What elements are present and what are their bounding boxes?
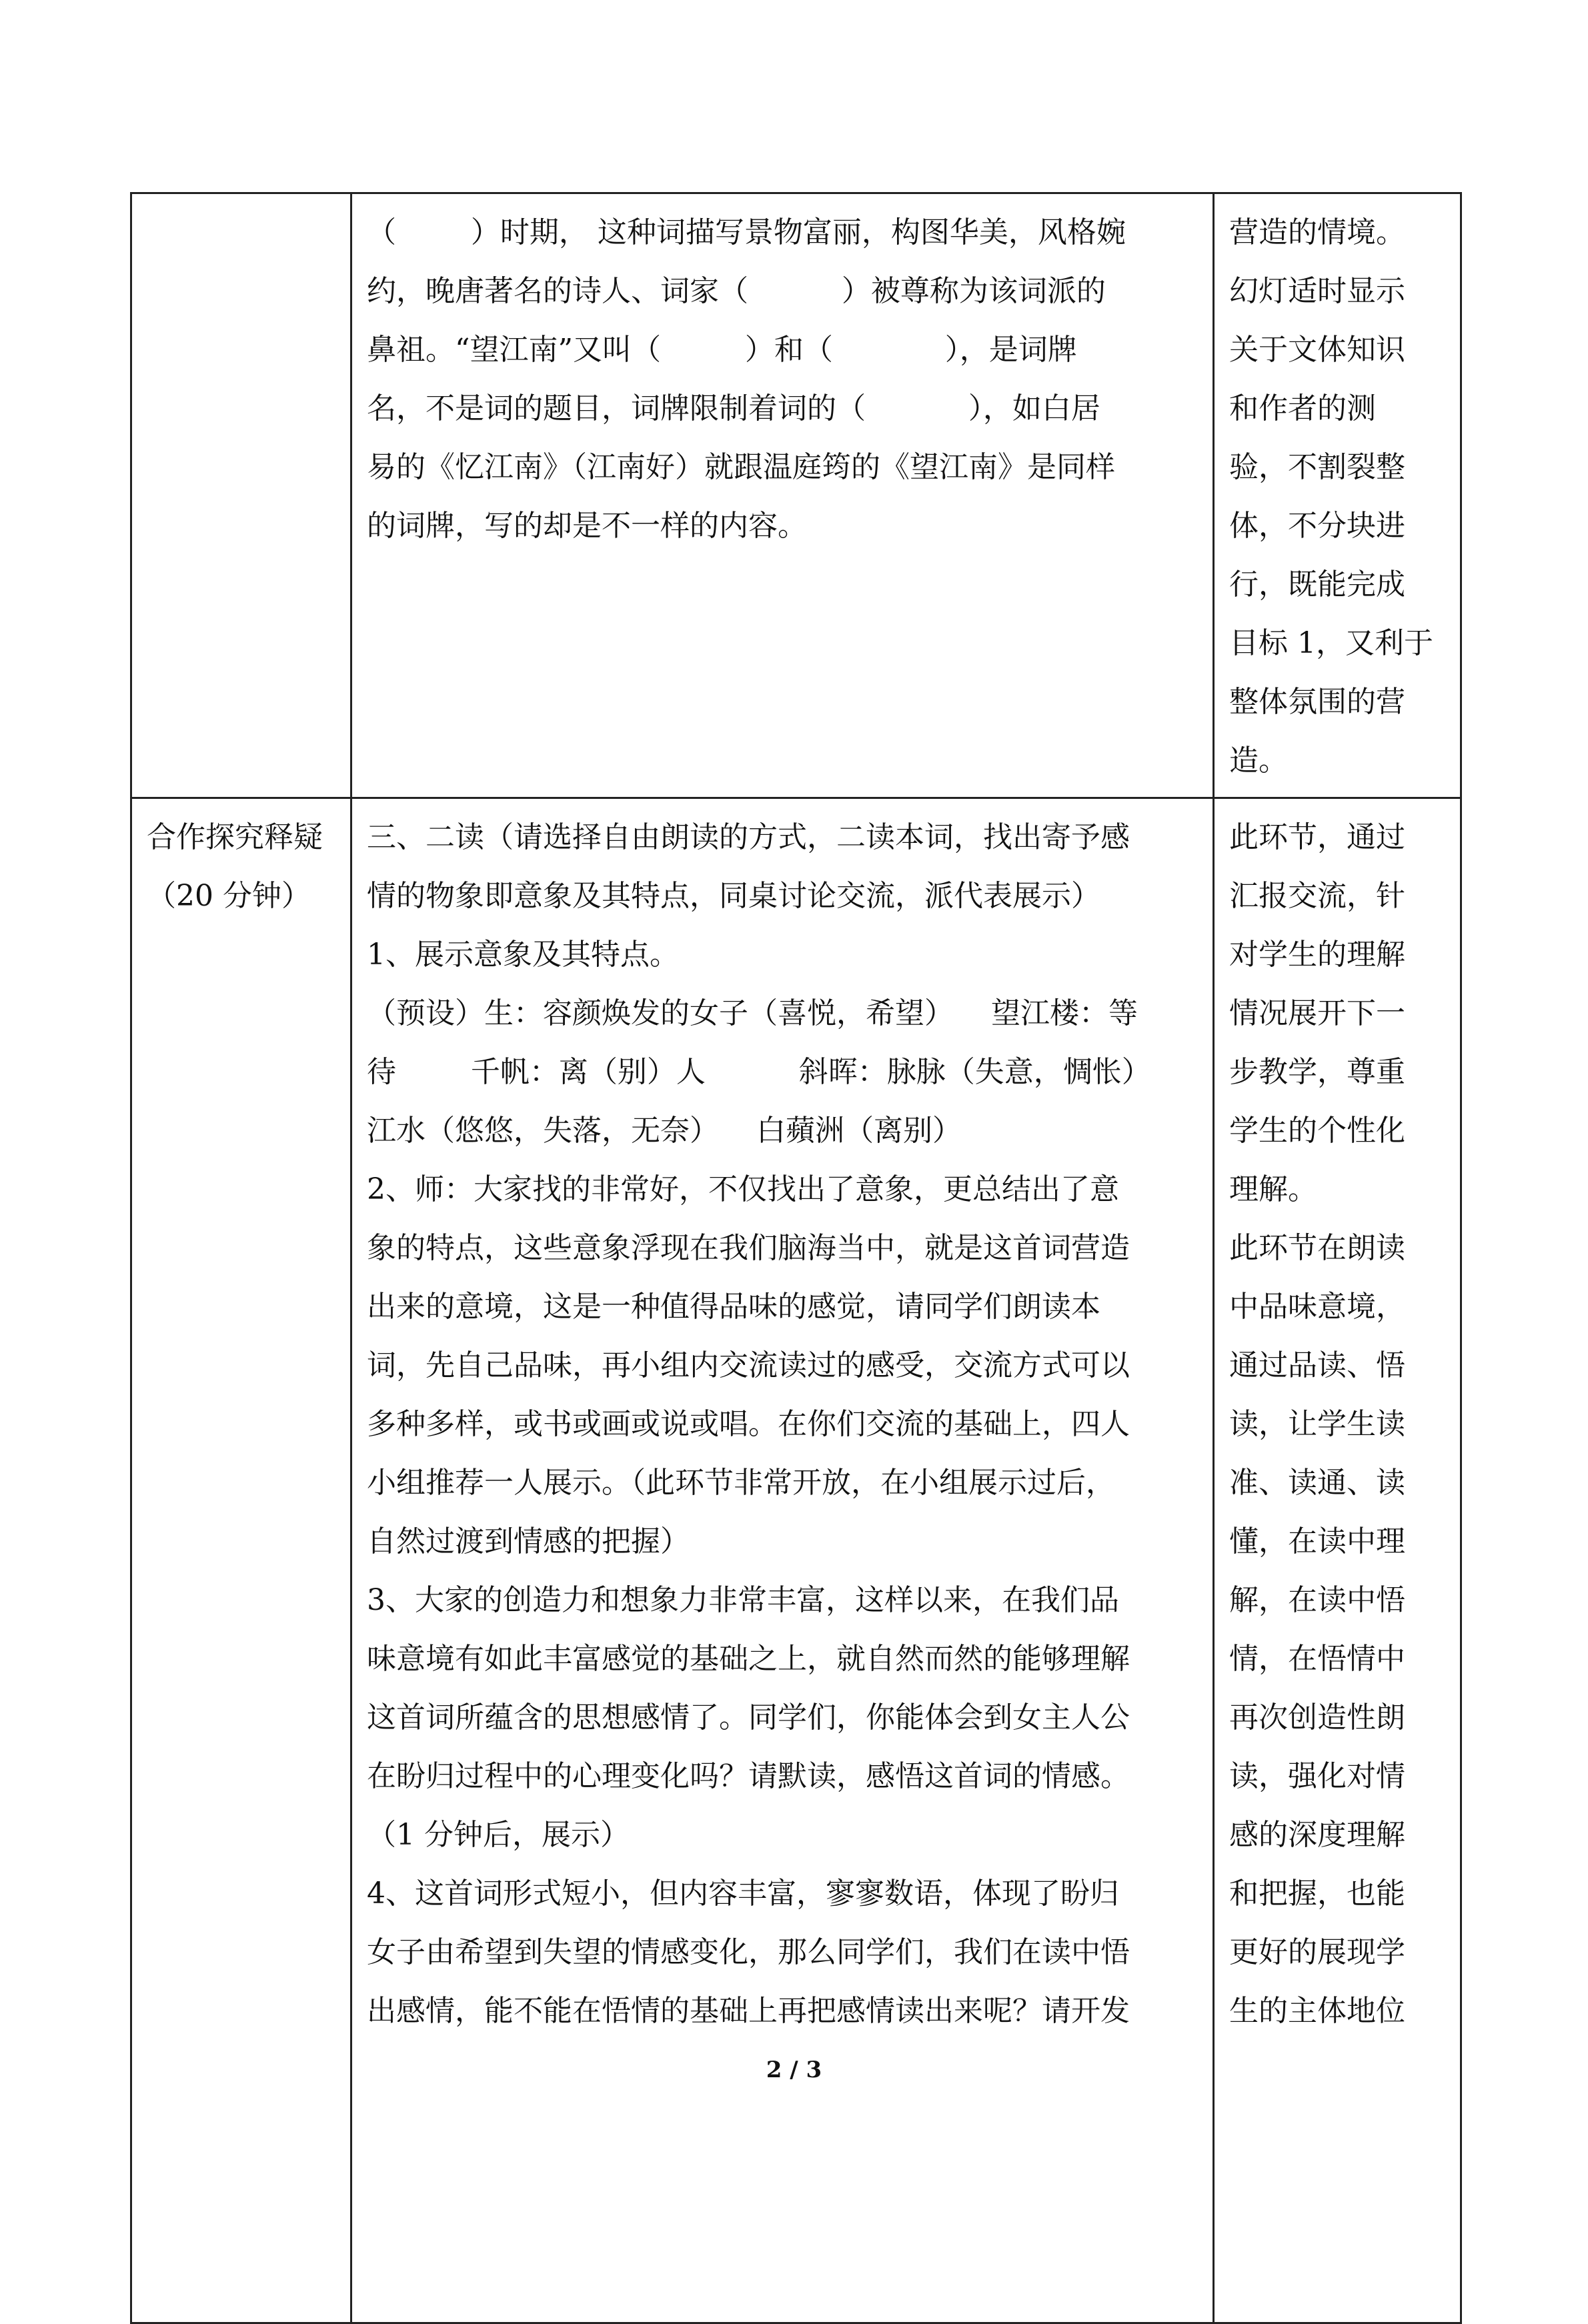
text-line: 鼻祖。“望江南”又叫（ ）和（ ），是词牌 bbox=[367, 333, 1077, 367]
lesson-plan-table bbox=[130, 192, 1462, 2324]
text-line: （预设）生：容颜焕发的女子（喜悦，希望） 望江楼：等 bbox=[367, 996, 1138, 1030]
text-line: 对学生的理解 bbox=[1229, 938, 1405, 972]
text-line: 读，强化对情 bbox=[1229, 1759, 1405, 1793]
text-line: 情，在悟情中 bbox=[1229, 1642, 1405, 1676]
text-line: 读，让学生读 bbox=[1229, 1407, 1405, 1441]
text-line: 汇报交流，针 bbox=[1229, 879, 1405, 913]
text-line: 情的物象即意象及其特点，同桌讨论交流，派代表展示） bbox=[367, 879, 1100, 913]
text-line: 和作者的测 bbox=[1229, 391, 1376, 425]
text-line: 营造的情境。 bbox=[1229, 215, 1405, 249]
text-line: 2、师：大家找的非常好，不仅找出了意象，更总结出了意 bbox=[367, 1172, 1119, 1206]
text-line: 的词牌，写的却是不一样的内容。 bbox=[367, 509, 807, 543]
text-line: 4、这首词形式短小，但内容丰富，寥寥数语，体现了盼归 bbox=[367, 1877, 1119, 1911]
text-line: 出来的意境，这是一种值得品味的感觉，请同学们朗读本 bbox=[367, 1290, 1100, 1324]
text-line: 再次创造性朗 bbox=[1229, 1700, 1405, 1734]
text-line: 理解。 bbox=[1229, 1172, 1317, 1206]
text-line: 待 千帆：离（别）人 斜晖：脉脉（失意，惆怅） bbox=[367, 1055, 1151, 1089]
text-line: 中品味意境， bbox=[1229, 1290, 1405, 1324]
stage-cell bbox=[131, 798, 351, 2323]
text-line: 感的深度理解 bbox=[1229, 1818, 1405, 1852]
text-line: 在盼归过程中的心理变化吗？请默读，感悟这首词的情感。 bbox=[367, 1759, 1130, 1793]
text-line: 准、读通、读 bbox=[1229, 1466, 1405, 1500]
text-line: 女子由希望到失望的情感变化，那么同学们，我们在读中悟 bbox=[367, 1935, 1130, 1969]
text-line: 造。 bbox=[1229, 744, 1288, 778]
text-line: 行，既能完成 bbox=[1229, 567, 1405, 602]
text-line: 出感情，能不能在悟情的基础上再把感情读出来呢？请开发 bbox=[367, 1994, 1130, 2028]
content-cell bbox=[351, 798, 1214, 2323]
text-line: 约，晚唐著名的诗人、词家（ ）被尊称为该词派的 bbox=[367, 274, 1106, 308]
text-line: （20 分钟） bbox=[147, 879, 311, 913]
text-line: 解，在读中悟 bbox=[1229, 1583, 1405, 1617]
text-line: 和把握，也能 bbox=[1229, 1877, 1405, 1911]
stage-cell bbox=[131, 193, 351, 798]
text-line: 小组推荐一人展示。（此环节非常开放，在小组展示过后， bbox=[367, 1466, 1115, 1500]
text-line: 3、大家的创造力和想象力非常丰富，这样以来，在我们品 bbox=[367, 1583, 1119, 1617]
page-number: 2 / 3 bbox=[766, 2057, 822, 2083]
note-cell bbox=[1214, 798, 1461, 2323]
text-line: （1 分钟后，展示） bbox=[367, 1818, 630, 1852]
note-cell bbox=[1214, 193, 1461, 798]
text-line: 自然过渡到情感的把握） bbox=[367, 1524, 690, 1558]
text-line: 合作探究释疑 bbox=[147, 820, 323, 854]
text-line: 多种多样，或书或画或说或唱。在你们交流的基础上，四人 bbox=[367, 1407, 1130, 1441]
text-line: 通过品读、悟 bbox=[1229, 1348, 1405, 1382]
text-line: 易的《忆江南》（江南好）就跟温庭筠的《望江南》是同样 bbox=[367, 450, 1115, 484]
text-line: 幻灯适时显示 bbox=[1229, 274, 1405, 308]
text-line: 整体氛围的营 bbox=[1229, 685, 1405, 719]
text-line: 情况展开下一 bbox=[1229, 996, 1405, 1030]
text-line: 1、展示意象及其特点。 bbox=[367, 938, 679, 972]
text-line: 体，不分块进 bbox=[1229, 509, 1405, 543]
text-line: 关于文体知识 bbox=[1229, 333, 1405, 367]
text-line: 象的特点，这些意象浮现在我们脑海当中，就是这首词营造 bbox=[367, 1231, 1130, 1265]
text-line: 这首词所蕴含的思想感情了。同学们，你能体会到女主人公 bbox=[367, 1700, 1130, 1734]
text-line: 味意境有如此丰富感觉的基础之上，就自然而然的能够理解 bbox=[367, 1642, 1130, 1676]
text-line: 名，不是词的题目，词牌限制着词的（ ），如白居 bbox=[367, 391, 1100, 425]
text-line: 步教学，尊重 bbox=[1229, 1055, 1405, 1089]
text-line: 目标 1，又利于 bbox=[1229, 626, 1433, 660]
text-line: 江水（悠悠，失落，无奈） 白蘋洲（离别） bbox=[367, 1114, 962, 1148]
text-line: 此环节在朗读 bbox=[1229, 1231, 1405, 1265]
text-line: 学生的个性化 bbox=[1229, 1114, 1405, 1148]
text-line: 懂，在读中理 bbox=[1229, 1524, 1405, 1558]
table-row bbox=[131, 798, 1461, 2323]
text-line: 生的主体地位 bbox=[1229, 1994, 1405, 2028]
table-row bbox=[131, 193, 1461, 798]
content-cell bbox=[351, 193, 1214, 798]
text-line: 此环节，通过 bbox=[1229, 820, 1405, 854]
text-line: 三、二读（请选择自由朗读的方式，二读本词，找出寄予感 bbox=[367, 820, 1130, 854]
text-line: 更好的展现学 bbox=[1229, 1935, 1405, 1969]
text-line: 验，不割裂整 bbox=[1229, 450, 1405, 484]
text-line: （ ）时期， 这种词描写景物富丽，构图华美，风格婉 bbox=[367, 215, 1126, 249]
text-line: 词，先自己品味，再小组内交流读过的感受，交流方式可以 bbox=[367, 1348, 1130, 1382]
